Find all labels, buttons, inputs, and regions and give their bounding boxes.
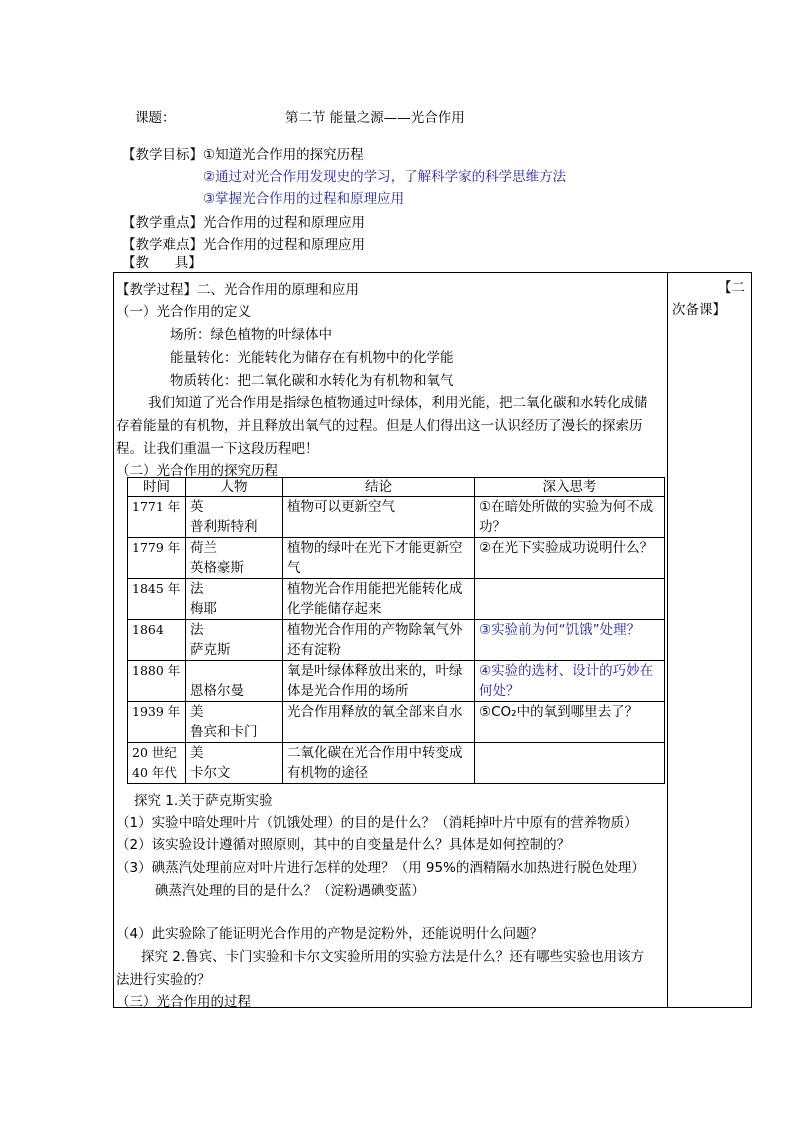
section-2: （二）光合作用的探究历程	[116, 463, 278, 479]
inquiry-q3b: 碘蒸汽处理的目的是什么？（淀粉遇碘变蓝）	[155, 883, 425, 899]
table-header-row	[128, 478, 665, 497]
cell-person: 法 萨克斯	[186, 620, 283, 661]
cell-person: 法 梅耶	[186, 579, 283, 620]
cell-year: 1771 年	[128, 497, 186, 538]
inquiry-q1: （1）实验中暗处理叶片（饥饿处理）的目的是什么？（消耗掉叶片中原有的营养物质）	[116, 815, 638, 831]
cell-conclusion: 植物光合作用能把光能转化成化学能储存起来	[283, 579, 475, 620]
process-label: 【教学过程】	[116, 282, 197, 298]
inquiry-q3: （3）碘蒸汽处理前应对叶片进行怎样的处理？（用 95%的酒精隔水加热进行脱色处理）	[116, 860, 645, 876]
cell-thinking	[475, 743, 665, 784]
table-row	[128, 497, 665, 538]
cell-conclusion: 植物光合作用的产物除氧气外还有淀粉	[283, 620, 475, 661]
side-note-1: 【二	[718, 280, 745, 296]
header-thinking: 深入思考	[475, 478, 665, 497]
cell-year: 20 世纪 40 年代	[128, 743, 186, 784]
table-row	[128, 579, 665, 620]
objective-2: ②通过对光合作用发现史的学习，了解科学家的科学思维方法	[203, 169, 567, 185]
cell-year: 1779 年	[128, 538, 186, 579]
key-point-text: 光合作用的过程和原理应用	[203, 215, 365, 231]
table-row	[128, 743, 665, 784]
para-line-3: 程。让我们重温一下这段历程吧！	[116, 441, 319, 457]
inquiry-1-title: 探究 1.关于萨克斯实验	[134, 793, 273, 809]
topic-title: 第二节 能量之源——光合作用	[285, 110, 465, 126]
cell-person: 荷兰 英格豪斯	[186, 538, 283, 579]
frame-divider	[667, 272, 668, 1008]
header-person: 人物	[186, 478, 283, 497]
cell-conclusion: 二氧化碳在光合作用中转变成有机物的途径	[283, 743, 475, 784]
cell-person: 美 卡尔文	[186, 743, 283, 784]
cell-person: 恩格尔曼	[186, 661, 283, 702]
energy: 能量转化：光能转化为储存在有机物中的化学能	[170, 350, 454, 366]
tools-label: 【教 具】	[122, 255, 202, 271]
cell-year: 1864	[128, 620, 186, 661]
cell-thinking: ④实验的选材、设计的巧妙在何处？	[475, 661, 665, 702]
difficulty-text: 光合作用的过程和原理应用	[203, 237, 365, 253]
para-line-1: 我们知道了光合作用是指绿色植物通过叶绿体，利用光能，把二氧化碳和水转化成储	[148, 395, 648, 411]
cell-person: 英 普利斯特利	[186, 497, 283, 538]
table-row	[128, 661, 665, 702]
matter: 物质转化：把二氧化碳和水转化为有机物和氧气	[170, 373, 454, 389]
cell-thinking: ③实验前为何“饥饿”处理？	[475, 620, 665, 661]
key-point-label: 【教学重点】	[122, 215, 203, 231]
cell-year: 1845 年	[128, 579, 186, 620]
table-row	[128, 702, 665, 743]
cell-thinking: ①在暗处所做的实验为何不成功？	[475, 497, 665, 538]
history-table	[127, 477, 665, 784]
cell-person: 美 鲁宾和卡门	[186, 702, 283, 743]
objectives-label: 【教学目标】	[122, 147, 203, 163]
header-conclusion: 结论	[283, 478, 475, 497]
inquiry-q4: （4）此实验除了能证明光合作用的产物是淀粉外，还能说明什么问题？	[116, 926, 544, 942]
cell-conclusion: 植物可以更新空气	[283, 497, 475, 538]
side-note-2: 次备课】	[672, 302, 726, 318]
process-title: 二、光合作用的原理和应用	[197, 282, 359, 298]
inquiry-2-line-2: 法进行实验的？	[116, 972, 211, 988]
cell-year: 1880 年	[128, 661, 186, 702]
inquiry-q2: （2）该实验设计遵循对照原则，其中的自变量是什么？具体是如何控制的？	[116, 837, 571, 853]
table-row	[128, 538, 665, 579]
place: 场所：绿色植物的叶绿体中	[170, 327, 332, 343]
topic-label: 课题：	[135, 110, 176, 126]
objective-3: ③掌握光合作用的过程和原理应用	[203, 191, 405, 207]
objective-1: ①知道光合作用的探究历程	[203, 147, 364, 163]
section-3: （三）光合作用的过程	[116, 994, 251, 1010]
cell-thinking: ⑤CO₂中的氧到哪里去了？	[475, 702, 665, 743]
para-line-2: 存着能量的有机物，并且释放出氧气的过程。但是人们得出这一认识经历了漫长的探索历	[116, 418, 643, 434]
cell-thinking: ②在光下实验成功说明什么？	[475, 538, 665, 579]
header-time: 时间	[128, 478, 186, 497]
cell-conclusion: 植物的绿叶在光下才能更新空气	[283, 538, 475, 579]
cell-conclusion: 光合作用释放的氧全部来自水	[283, 702, 475, 743]
cell-year: 1939 年	[128, 702, 186, 743]
difficulty-label: 【教学难点】	[122, 237, 203, 253]
inquiry-2-line-1: 探究 2.鲁宾、卡门实验和卡尔文实验所用的实验方法是什么？还有哪些实验也用该方	[141, 949, 645, 965]
process-heading	[116, 278, 359, 298]
table-row	[128, 620, 665, 661]
cell-thinking	[475, 579, 665, 620]
cell-conclusion: 氧是叶绿体释放出来的，叶绿体是光合作用的场所	[283, 661, 475, 702]
section-1: （一）光合作用的定义	[116, 304, 251, 320]
